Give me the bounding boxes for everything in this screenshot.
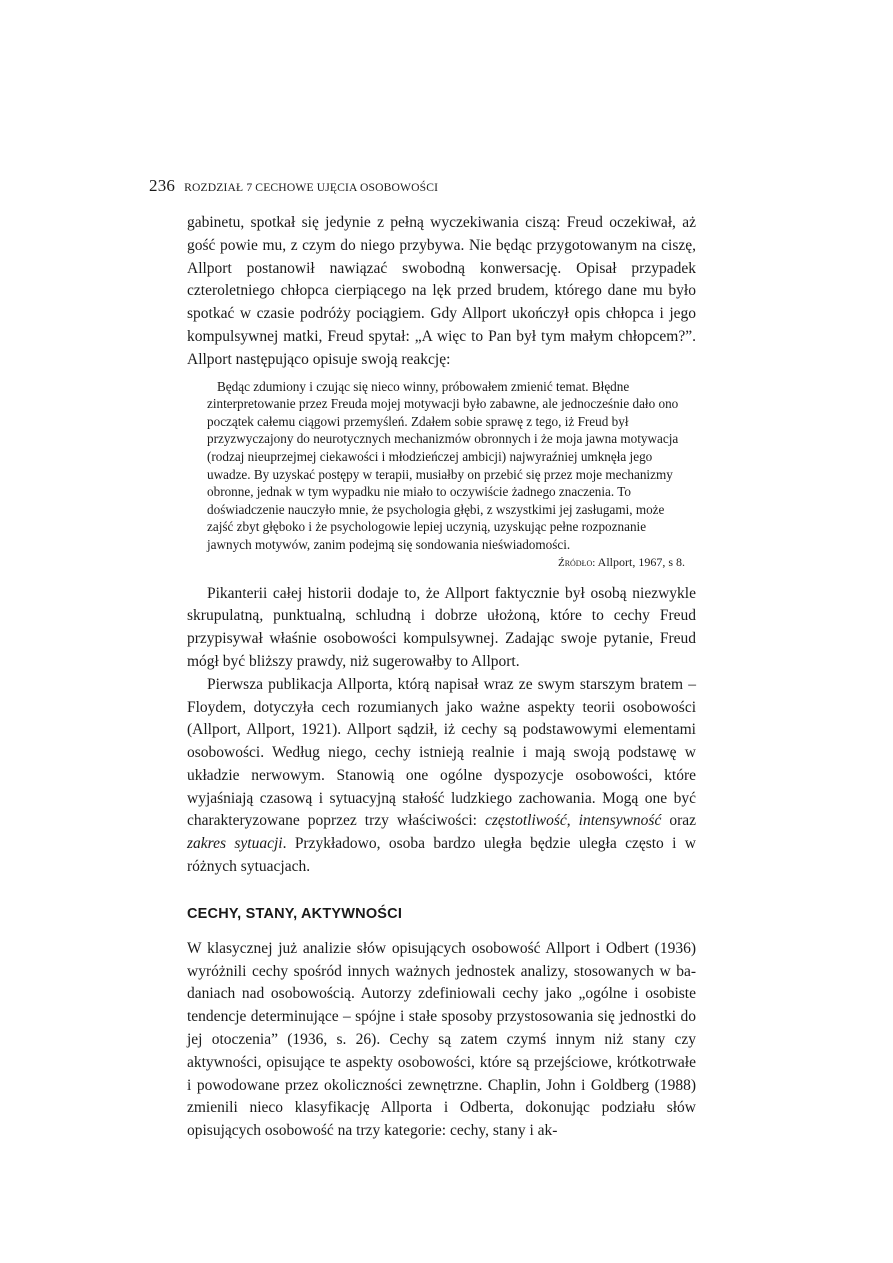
- paragraph-allport-traits: Pikanterii całej historii dodaje to, że Allport faktycznie był osobą niezwykle skrupulatną, punktualną, schludną i dobrze ułożoną, które to cechy Freud przypisywał właśnie osobowości kompulsywnej. Zadając swoje pytanie, Freud mógł być bliższy prawdy, niż sugerowałby to Allport.: [187, 584, 696, 670]
- quote-source: [207, 554, 685, 571]
- running-header: [149, 176, 709, 198]
- term-intensity: intensywność: [578, 812, 662, 830]
- paragraph-text: Pierwsza publikacja Allporta, którą napisał wraz ze swym starszym bratem – Floydem, dotyczyła cech rozumianych jako ważne aspekty teorii osobowości (Allport, Allport, 1921). Allport sądził, iż cechy są podstawowymi elementami osobowości. Według niego, cechy istnieją realnie i mają swoją podstawę w układzie nerwowym. Stanowią one ogólne dyspozycje osobowości, które wyjaśniają czasową i sytuacyjną stałość ludzkiego zachowania. Mogą one być charakteryzowane poprzez trzy właściwości:: [187, 675, 696, 830]
- page-body: [187, 212, 696, 1143]
- term-situational-range: zakres sytuacji: [187, 835, 283, 853]
- paragraph-text: . Przykładowo, osoba bardzo uległa będzie uległa często i w różnych sytuacjach.: [187, 835, 696, 876]
- source-citation: Allport, 1967, s 8.: [597, 554, 685, 569]
- section-heading: CECHY, STANY, AKTYWNOŚCI: [187, 905, 403, 922]
- separator: ,: [566, 812, 579, 830]
- quote-text: Będąc zdumiony i czując się nieco winny, próbowałem zmienić temat. Błędne zinterpretowanie przez Freuda mojej motywacji było zabawne, ale jednocześnie dało ono początek całemu ciągowi przemyśleń. Zdałem sobie sprawę z tego, iż Freud był przyzwyczajony do neurotycznych mechanizmów obronnych i że moja jawna motywacja (rodzaj nieuprzejmej ciekawości i młodzieńczej ambicji) najwyraźniej umknęła jego uwadze. By uzyskać postępy w terapii, musiałby on przebić się przez moje mechanizmy obronne, jednak w tym wypadku nie miało to oczywiście żadnego znaczenia. To doświadczenie nauczyło mnie, że psychologia głębi, z wszystkimi jej zasługami, może zajść zbyt głęboko i że psychologowie lepiej uczynią, uzyskując pełne rozpoznanie jawnych motywów, zanim podejmą się sondowania nieświadomości.: [207, 378, 679, 552]
- paragraph-freud-visit: gabinetu, spotkał się jedynie z pełną wyczekiwania ciszą: Freud oczekiwał, aż gość powie mu, z czym do niego przybywa. Nie będąc przygotowanym na ciszę, Allport postanowił nawiązać swobodną konwersację. Opisał przypadek czteroletniego chłopca cierpiącego na lęk przed brudem, którego dane mu było spotkać w czasie podróży pociągiem. Gdy Allport ukończył opis chłopca i jego kompulsywnej matki, Freud spytał: „A więc to Pan był tym małym chłopcem?”. Allport następująco opisuje swoją reakcję:: [187, 214, 696, 368]
- separator: oraz: [661, 812, 697, 830]
- paragraph-first-publication: [187, 674, 696, 879]
- page-number: 236: [149, 176, 176, 195]
- term-frequency: częstotliwość: [484, 812, 567, 830]
- block-quote: [207, 378, 685, 571]
- chapter-title: ROZDZIAŁ 7 CECHOWE UJĘCIA OSOBOWOŚCI: [184, 181, 439, 194]
- source-label: Źródło:: [557, 556, 596, 569]
- paragraph-allport-odbert: W klasycznej już analizie słów opisujących osobowość Allport i Odbert (1936) wyróżnili cechy spośród innych ważnych jednostek analizy, stosowanych w badaniach nad osobowością. Autorzy zdefiniowali cechy jako „ogólne i osobiste tendencje determinujące – spójne i stałe sposoby przystosowania się jednostki do jej otoczenia” (1936, s. 26). Cechy są zatem czymś innym niż stany czy aktywności, opisujące te aspekty osobowości, które są przejściowe, krótkotrwałe i powodowane przez okoliczności zewnętrzne. Chaplin, John i Goldberg (1988) zmienili nieco klasyfikację Allporta i Odberta, dokonując podziału słów opisujących osobowość na trzy kategorie: cechy, stany i ak-: [187, 939, 696, 1140]
